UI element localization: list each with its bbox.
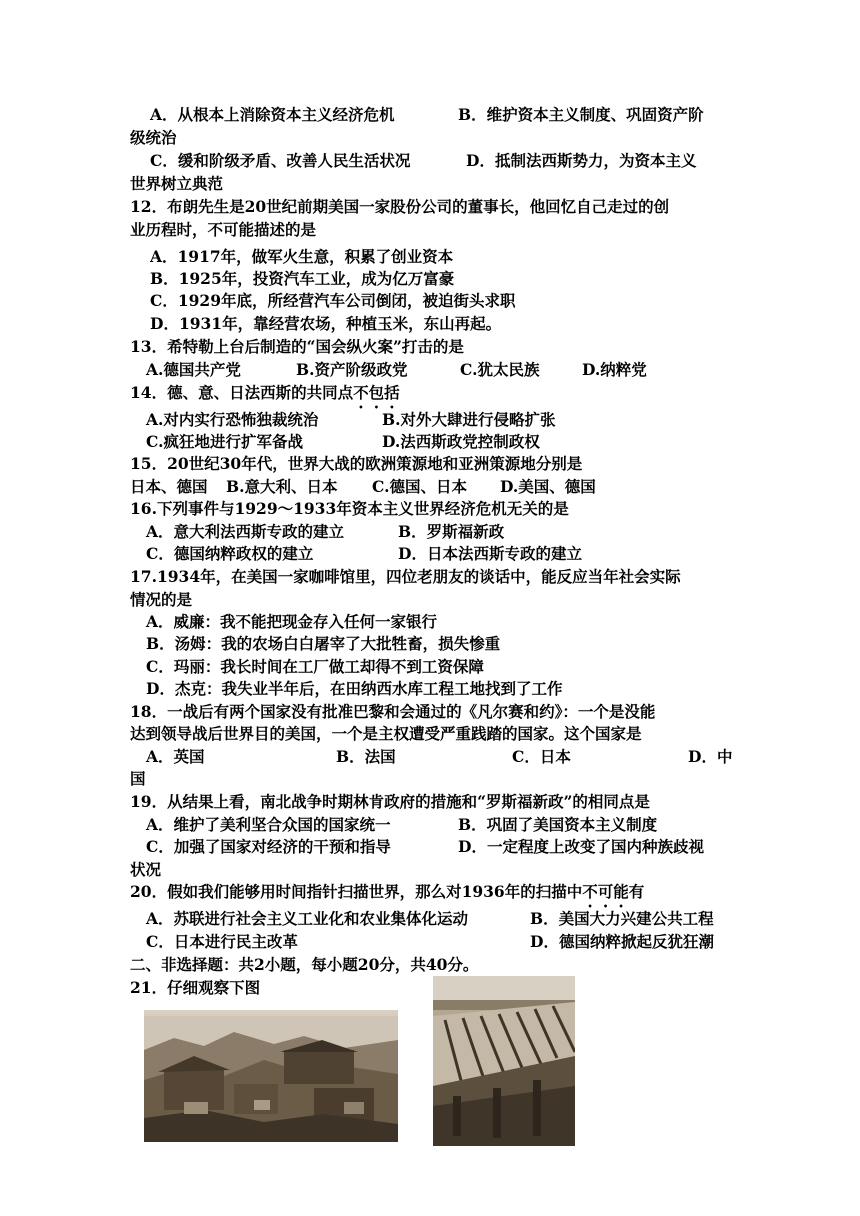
q19-option-c: C．加强了国家对经济的干预和指导: [146, 837, 391, 856]
q20-option-b: B．美国大力兴建公共工程: [530, 909, 714, 928]
q19-option-b: B．巩固了美国资本主义制度: [458, 815, 658, 834]
q15-stem: 15．20世纪30年代，世界大战的欧洲策源地和亚洲策源地分别是: [130, 454, 583, 473]
q17-option-c: C．玛丽：我长时间在工厂做工却得不到工资保障: [146, 657, 484, 676]
q12-stem-1: 12．布朗先生是20世纪前期美国一家股份公司的董事长，他回忆自己走过的创: [130, 197, 670, 216]
q14-option-c: C.疯狂地进行扩军备战: [146, 432, 303, 451]
q14-option-a: A.对内实行恐怖独裁统治: [146, 410, 319, 429]
q16-option-d: D．日本法西斯专政的建立: [398, 544, 582, 563]
q19-option-a: A．维护了美利坚合众国的国家统一: [146, 815, 391, 834]
q16-option-b: B．罗斯福新政: [398, 522, 505, 541]
q15-option-d: D.美国、德国: [500, 477, 596, 496]
section-heading: 二、非选择题：共2小题，每小题20分，共40分。: [130, 955, 479, 974]
q12-option-c: C．1929年底，所经营汽车公司倒闭，被迫街头求职: [150, 291, 516, 310]
q13-option-b: B.资产阶级政党: [296, 360, 408, 379]
q11-option-b-cont: 级统治: [130, 128, 177, 147]
q20-option-a: A．苏联进行社会主义工业化和农业集体化运动: [146, 909, 469, 928]
q18-option-b: B．法国: [336, 747, 396, 766]
q15-option-c: C.德国、日本: [372, 477, 467, 496]
q19-option-d-cont: 状况: [130, 860, 162, 879]
q19-option-d: D．一定程度上改变了国内种族歧视: [458, 837, 704, 856]
q19-stem: 19．从结果上看，南北战争时期林肯政府的措施和“罗斯福新政”的相同点是: [130, 792, 650, 811]
q16-option-a: A．意大利法西斯专政的建立: [146, 522, 345, 541]
q14-option-b: B.对外大肆进行侵略扩张: [382, 410, 556, 429]
q14-option-d: D.法西斯政党控制政权: [382, 432, 540, 451]
q13-option-d: D.纳粹党: [582, 360, 647, 379]
q17-stem-2: 情况的是: [130, 590, 193, 609]
q20-stem: [130, 881, 644, 911]
q17-stem-1: 17.1934年，在美国一家咖啡馆里，四位老朋友的谈话中，能反应当年社会实际: [130, 567, 681, 586]
q18-option-c: C．日本: [512, 747, 571, 766]
q16-option-c: C．德国纳粹政权的建立: [146, 544, 314, 563]
shantytown-photo: [144, 1010, 398, 1142]
q20-stem-emphasis: 不可能: [582, 882, 629, 901]
q21-stem: 21．仔细观察下图: [130, 978, 261, 997]
q15-option-a: 日本、德国: [130, 477, 208, 496]
q11-option-d: D．抵制法西斯势力，为资本主义: [466, 151, 697, 170]
q18-option-d-cont: 国: [130, 769, 146, 788]
q14-stem-text: 14．德、意、日法西斯的共同点: [130, 383, 354, 402]
q20-stem-end: 有: [628, 882, 645, 901]
q15-option-b: B.意大利、日本: [226, 477, 338, 496]
q11-option-c: C．缓和阶级矛盾、改善人民生活状况: [150, 151, 411, 170]
q16-stem: 16.下列事件与1929～1933年资本主义世界经济危机无关的是: [130, 499, 569, 518]
q12-option-a: A．1917年，做军火生意，积累了创业资本: [150, 247, 454, 266]
q13-option-c: C.犹太民族: [460, 360, 540, 379]
q17-option-a: A．威廉：我不能把现金存入任何一家银行: [146, 612, 438, 631]
q12-option-d: D．1931年，靠经营农场，种植玉米，东山再起。: [150, 314, 502, 333]
q20-stem-text: 20．假如我们能够用时间指针扫描世界，那么对1936年的扫描中: [130, 882, 583, 901]
q20-option-d: D．德国纳粹掀起反犹狂潮: [530, 932, 714, 951]
dam-construction-photo: [433, 976, 575, 1146]
dam-construction-photo-drawing: [433, 976, 575, 1146]
q14-stem: [130, 382, 400, 412]
q18-stem-1: 18．一战后有两个国家没有批准巴黎和会通过的《凡尔赛和约》：一个是没能: [130, 702, 656, 721]
q18-option-a: A．英国: [146, 747, 205, 766]
q11-option-a: A．从根本上消除资本主义经济危机: [150, 105, 395, 124]
q13-stem: 13．希特勒上台后制造的“国会纵火案”打击的是: [130, 337, 464, 356]
q14-stem-emphasis: 不包括: [353, 383, 400, 402]
q18-option-d: D．中: [688, 747, 733, 766]
q20-option-c: C．日本进行民主改革: [146, 932, 298, 951]
q11-option-d-cont: 世界树立典范: [130, 174, 224, 193]
q12-option-b: B．1925年，投资汽车工业，成为亿万富豪: [150, 269, 455, 288]
q11-option-b: B．维护资本主义制度、巩固资产阶: [458, 105, 704, 124]
q17-option-b: B．汤姆：我的农场白白屠宰了大批牲畜，损失惨重: [146, 634, 501, 653]
q12-stem-2: 业历程时，不可能描述的是: [130, 220, 317, 239]
q13-option-a: A.德国共产党: [146, 360, 241, 379]
q17-option-d: D．杰克：我失业半年后，在田纳西水库工程工地找到了工作: [146, 679, 563, 698]
shantytown-photo-drawing: [144, 1010, 398, 1142]
q18-stem-2: 达到领导战后世界目的美国，一个是主权遭受严重践踏的国家。这个国家是: [130, 724, 642, 743]
